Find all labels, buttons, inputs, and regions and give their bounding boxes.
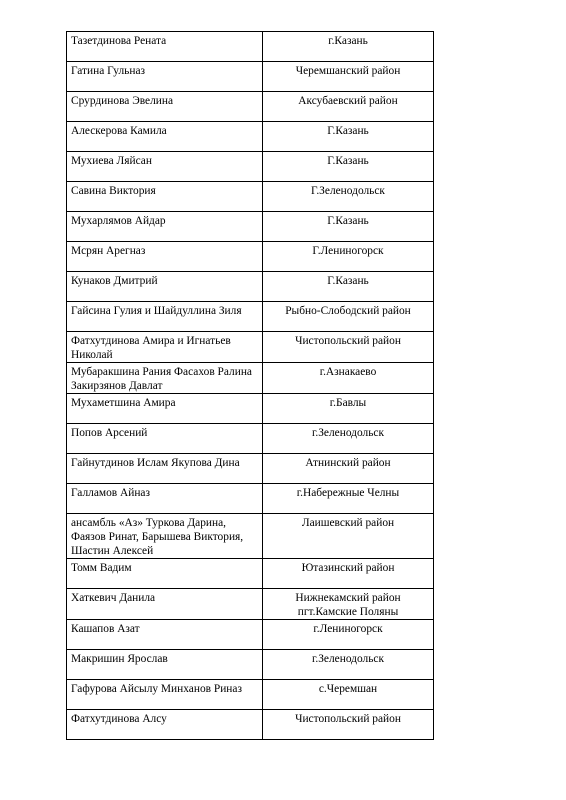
participant-name: Попов Арсений (67, 424, 263, 454)
participant-name: ансамбль «Аз» Туркова Дарина, Фаязов Ринат, Барышева Виктория, Шастин Алексей (67, 514, 263, 559)
table-row (67, 394, 434, 424)
table-row (67, 92, 434, 122)
participant-location: Чистопольский район (263, 332, 434, 363)
table-row (67, 680, 434, 710)
participant-name: Мухаметшина Амира (67, 394, 263, 424)
participant-location: Г.Казань (263, 272, 434, 302)
participant-name: Срурдинова Эвелина (67, 92, 263, 122)
participant-location: г.Зеленодольск (263, 424, 434, 454)
participant-name: Савина Виктория (67, 182, 263, 212)
participant-location: г.Казань (263, 32, 434, 62)
participant-name: Мухарлямов Айдар (67, 212, 263, 242)
participant-name: Тазетдинова Рената (67, 32, 263, 62)
participant-location: Рыбно-Слободский район (263, 302, 434, 332)
participant-name: Мухиева Ляйсан (67, 152, 263, 182)
table-row (67, 152, 434, 182)
participant-location: г.Набережные Челны (263, 484, 434, 514)
table-row (67, 650, 434, 680)
table-row (67, 212, 434, 242)
table-row (67, 454, 434, 484)
table-row (67, 484, 434, 514)
participant-location: Чистопольский район (263, 710, 434, 740)
participant-name: Гафурова Айсылу Минханов Риназ (67, 680, 263, 710)
participant-location: Атнинский район (263, 454, 434, 484)
participant-name: Макришин Ярослав (67, 650, 263, 680)
table-row (67, 620, 434, 650)
table-row (67, 62, 434, 92)
participant-location: Г.Лениногорск (263, 242, 434, 272)
participant-name: Кашапов Азат (67, 620, 263, 650)
table-row (67, 589, 434, 620)
participant-name: Хаткевич Данила (67, 589, 263, 620)
table-row (67, 122, 434, 152)
participant-location: Черемшанский район (263, 62, 434, 92)
participant-location: г.Бавлы (263, 394, 434, 424)
participant-location: с.Черемшан (263, 680, 434, 710)
table-row (67, 424, 434, 454)
table-row (67, 182, 434, 212)
table-row (67, 272, 434, 302)
table-row (67, 710, 434, 740)
participant-location: Г.Зеленодольск (263, 182, 434, 212)
table-row (67, 363, 434, 394)
table-row (67, 302, 434, 332)
table-row (67, 32, 434, 62)
participant-name: Кунаков Дмитрий (67, 272, 263, 302)
participant-name: Мсрян Арегназ (67, 242, 263, 272)
participant-location: Аксубаевский район (263, 92, 434, 122)
participant-location: Г.Казань (263, 152, 434, 182)
participant-name: Гайсина Гулия и Шайдуллина Зиля (67, 302, 263, 332)
participant-location: г.Лениногорск (263, 620, 434, 650)
participant-location: Г.Казань (263, 212, 434, 242)
participant-location: Ютазинский район (263, 559, 434, 589)
table-row (67, 559, 434, 589)
table-row (67, 514, 434, 559)
participant-location: г.Зеленодольск (263, 650, 434, 680)
participant-name: Фатхутдинова Алсу (67, 710, 263, 740)
participant-name: Гатина Гульназ (67, 62, 263, 92)
participant-name: Галламов Айназ (67, 484, 263, 514)
participant-name: Фатхутдинова Амира и Игнатьев Николай (67, 332, 263, 363)
participant-location: Нижнекамский район пгт.Камские Поляны (263, 589, 434, 620)
participant-location: г.Азнакаево (263, 363, 434, 394)
participant-name: Алескерова Камила (67, 122, 263, 152)
table-row (67, 242, 434, 272)
participant-name: Мубаракшина Рания Фасахов Ралина Закирзянов Давлат (67, 363, 263, 394)
participants-table (66, 31, 434, 740)
participant-location: Г.Казань (263, 122, 434, 152)
participant-name: Гайнутдинов Ислам Якупова Дина (67, 454, 263, 484)
participant-location: Лаишевский район (263, 514, 434, 559)
table-row (67, 332, 434, 363)
participant-name: Томм Вадим (67, 559, 263, 589)
